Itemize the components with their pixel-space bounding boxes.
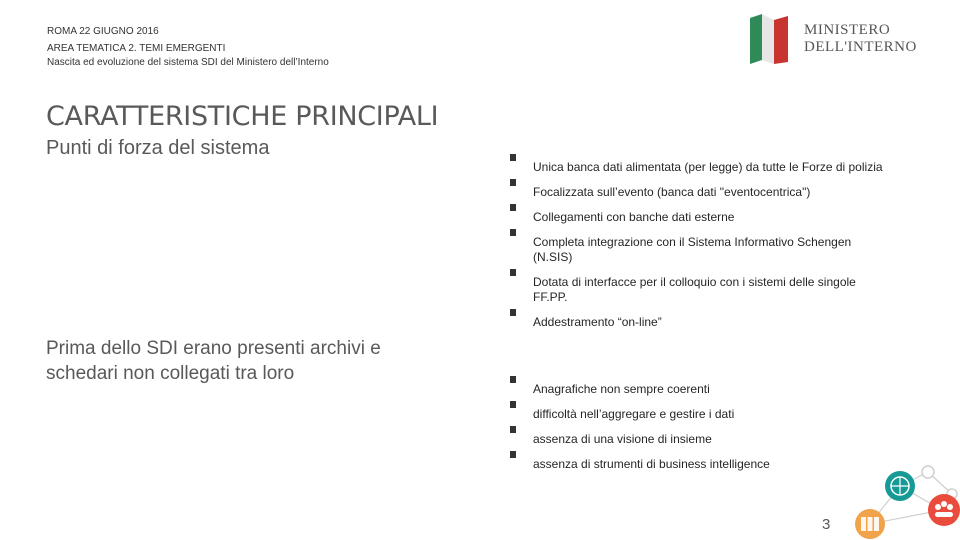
strengths-list	[508, 160, 928, 330]
bullet-icon	[510, 204, 516, 211]
weaknesses-list	[508, 382, 928, 472]
bullet-icon	[510, 451, 516, 458]
ministry-logo	[748, 12, 928, 68]
list-item: difficoltà nell’aggregare e gestire i dati	[508, 407, 928, 422]
list-item: Completa integrazione con il Sistema Informativo Schengen (N.SIS)	[508, 235, 893, 265]
bullet-icon	[510, 229, 516, 236]
bullet-icon	[510, 376, 516, 383]
teal-circle-icon	[885, 471, 915, 501]
bullet-icon	[510, 426, 516, 433]
bullet-icon	[510, 154, 516, 161]
bullet-icon	[510, 269, 516, 276]
list-item: Anagrafiche non sempre coerenti	[508, 382, 928, 397]
list-item: Collegamenti con banche dati esterne	[508, 210, 928, 225]
italian-flag-icon	[748, 14, 798, 64]
list-item: Addestramento “on-line”	[508, 315, 928, 330]
bullet-icon	[510, 309, 516, 316]
list-item: assenza di strumenti di business intelligence	[508, 457, 928, 472]
orange-books-icon	[855, 509, 885, 539]
section-subtitle: Punti di forza del sistema	[46, 137, 270, 159]
network-node-icon	[922, 466, 934, 478]
list-item: assenza di una visione di insieme	[508, 432, 928, 447]
list-item: Unica banca dati alimentata (per legge) da tutte le Forze di polizia	[508, 160, 928, 175]
network-graph-icon	[840, 460, 960, 540]
header-date: ROMA 22 GIUGNO 2016	[47, 26, 159, 37]
header-area: AREA TEMATICA 2. TEMI EMERGENTI	[47, 43, 226, 54]
bullet-icon	[510, 401, 516, 408]
logo-line-1: MINISTERO	[804, 22, 891, 38]
header-topic: Nascita ed evoluzione del sistema SDI del Ministero dell’Interno	[47, 57, 329, 68]
logo-line-2: DELL'INTERNO	[804, 39, 917, 55]
list-item: Dotata di interfacce per il colloquio con i sistemi delle singole FF.PP.	[508, 275, 893, 305]
red-people-icon	[928, 494, 960, 526]
page-title: CARATTERISTICHE PRINCIPALI	[46, 101, 439, 132]
list-item: Focalizzata sull’evento (banca dati "eventocentrica")	[508, 185, 928, 200]
before-sdi-text: Prima dello SDI erano presenti archivi e schedari non collegati tra loro	[46, 338, 381, 384]
page-number: 3	[822, 516, 831, 533]
bullet-icon	[510, 179, 516, 186]
